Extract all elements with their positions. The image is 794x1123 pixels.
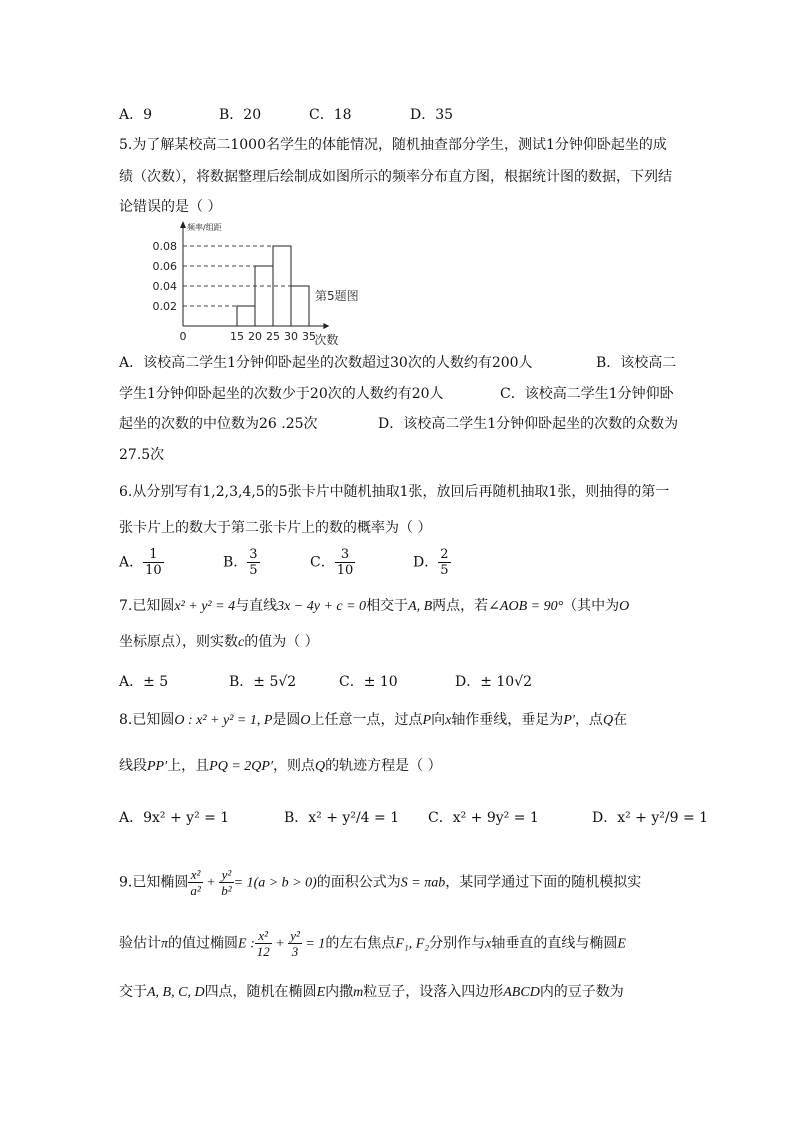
q5-option-line3b: D．该校高二学生1分钟仰卧起坐的次数的众数为 <box>378 416 679 432</box>
q6-option-d: D． $\frac{2}{5}$ <box>413 547 449 578</box>
q9-stem-line1: 9.已知椭圆 $\frac{\text{x²}}{\text{a²}}$ + $\frac{\text{y²}}{\text{b²}}$ = 1(a > b > 0)的面积公式为S = πab，某同学通过下面的随机模拟实 <box>119 867 642 898</box>
q6-stem-line1: 6.从分别写有1,2,3,4,5的5张卡片中随机抽取1张，放回后再随机抽取1张，则抽得的第一 <box>119 484 670 500</box>
q5-option-line1a: A．该校高二学生1分钟仰卧起坐的次数超过30次的人数约有200人 <box>119 355 533 371</box>
x-tick-label: 30 <box>284 330 298 343</box>
q4-option-b: B．20 <box>219 107 262 123</box>
q8-stem-line2: 线段PP′上，且PQ = 2QP′，则点Q的轨迹方程是（ ） <box>119 758 442 774</box>
q5-stem-line2: 绩（次数），将数据整理后绘制成如图所示的频率分布直方图，根据统计图的数据，下列结 <box>119 169 672 185</box>
x-axis-arrow <box>323 323 329 329</box>
q7-stem-line1: 7.已知圆x² + y² = 4与直线3x − 4y + c = 0相交于A, B两点，若∠AOB = 90°（其中为O <box>119 598 630 614</box>
histogram-bar <box>255 266 273 326</box>
q6-stem-line2: 张卡片上的数大于第二张卡片上的数的概率为（ ） <box>119 520 432 536</box>
q6-option-c: C． $\frac{3}{10}$ <box>310 547 354 578</box>
q8-option-d: D．x² + y²/9 = 1 <box>592 810 709 826</box>
q7-option-a: A．± 5 <box>119 674 169 690</box>
ellipse-x-term: $\frac{\text{x²}}{\text{a²}}$ <box>190 867 201 898</box>
histogram-chart <box>135 218 385 348</box>
y-axis-label: 频率/组距 <box>187 223 222 232</box>
q6-option-b: B． $\frac{3}{5}$ <box>223 547 258 578</box>
q7-option-d: D．± 10√2 <box>455 674 533 690</box>
q5-option-line3a: 起坐的次数的中位数为26 .25次 <box>119 416 318 432</box>
x-tick-label: 35 <box>302 330 316 343</box>
q8-option-c: C．x² + 9y² = 1 <box>428 810 539 826</box>
q7-option-c: C．± 10 <box>339 674 398 690</box>
chart-title: 第5题图 <box>315 289 359 303</box>
x-axis-label: 次数 <box>314 333 339 347</box>
q9-stem-line3: 交于A, B, C, D四点，随机在椭圆E内撒m粒豆子，设落入四边形ABCD内的豆子数为 <box>119 984 624 1000</box>
q7-stem-line2: 坐标原点），则实数c的值为（ ） <box>119 634 319 650</box>
q9-stem-line2: 验估计π的值过椭圆E : $\frac{\text{x²}}{12}$ + $\frac{\text{y²}}{3}$ = 1的左右焦点F₁, F₂分别作与x轴垂直的直线与椭圆E <box>119 928 626 959</box>
x-tick-label: 20 <box>248 330 262 343</box>
q5-option-line2a: 学生1分钟仰卧起坐的次数少于20次的人数约有20人 <box>119 386 444 402</box>
x-tick-label: 25 <box>266 330 280 343</box>
q7-option-b: B．± 5√2 <box>229 674 297 690</box>
x-tick-label: 0 <box>179 330 187 343</box>
y-tick-label: 0.06 <box>152 260 177 273</box>
ellipse-y-term: $\frac{\text{y²}}{\text{b²}}$ <box>221 867 232 898</box>
q5-option-line2b: C．该校高二学生1分钟仰卧 <box>500 386 674 402</box>
q8-option-b: B．x² + y²/4 = 1 <box>284 810 400 826</box>
y-tick-label: 0.02 <box>152 300 177 313</box>
y-axis-arrow <box>180 221 186 228</box>
q5-stem-line3: 论错误的是（ ） <box>119 199 222 215</box>
q5-stem-line1: 5.为了解某校高二1000名学生的体能情况，随机抽查部分学生，测试1分钟仰卧起坐的成 <box>119 137 667 153</box>
q4-option-c: C．18 <box>309 107 352 123</box>
q8-option-a: A．9x² + y² = 1 <box>119 810 230 826</box>
q4-option-a: A．9 <box>119 107 153 123</box>
histogram-bar <box>237 306 255 326</box>
q5-option-line4: 27.5次 <box>119 447 165 463</box>
q8-stem-line1: 8.已知圆O : x² + y² = 1, P是圆O上任意一点，过点P向x轴作垂线，垂足为P′，点Q在 <box>119 712 628 728</box>
q5-option-line1b: B．该校高二 <box>596 355 677 371</box>
x-tick-label: 15 <box>230 330 244 343</box>
ellipse-e-y-term: $\frac{\text{y²}}{3}$ <box>290 928 300 959</box>
y-tick-label: 0.04 <box>152 280 177 293</box>
ellipse-e-x-term: $\frac{\text{x²}}{12}$ <box>256 928 270 959</box>
q6-option-a: A． $\frac{1}{10}$ <box>119 547 162 578</box>
q4-option-d: D．35 <box>410 107 454 123</box>
y-tick-label: 0.08 <box>152 240 177 253</box>
histogram-bar <box>291 286 309 326</box>
